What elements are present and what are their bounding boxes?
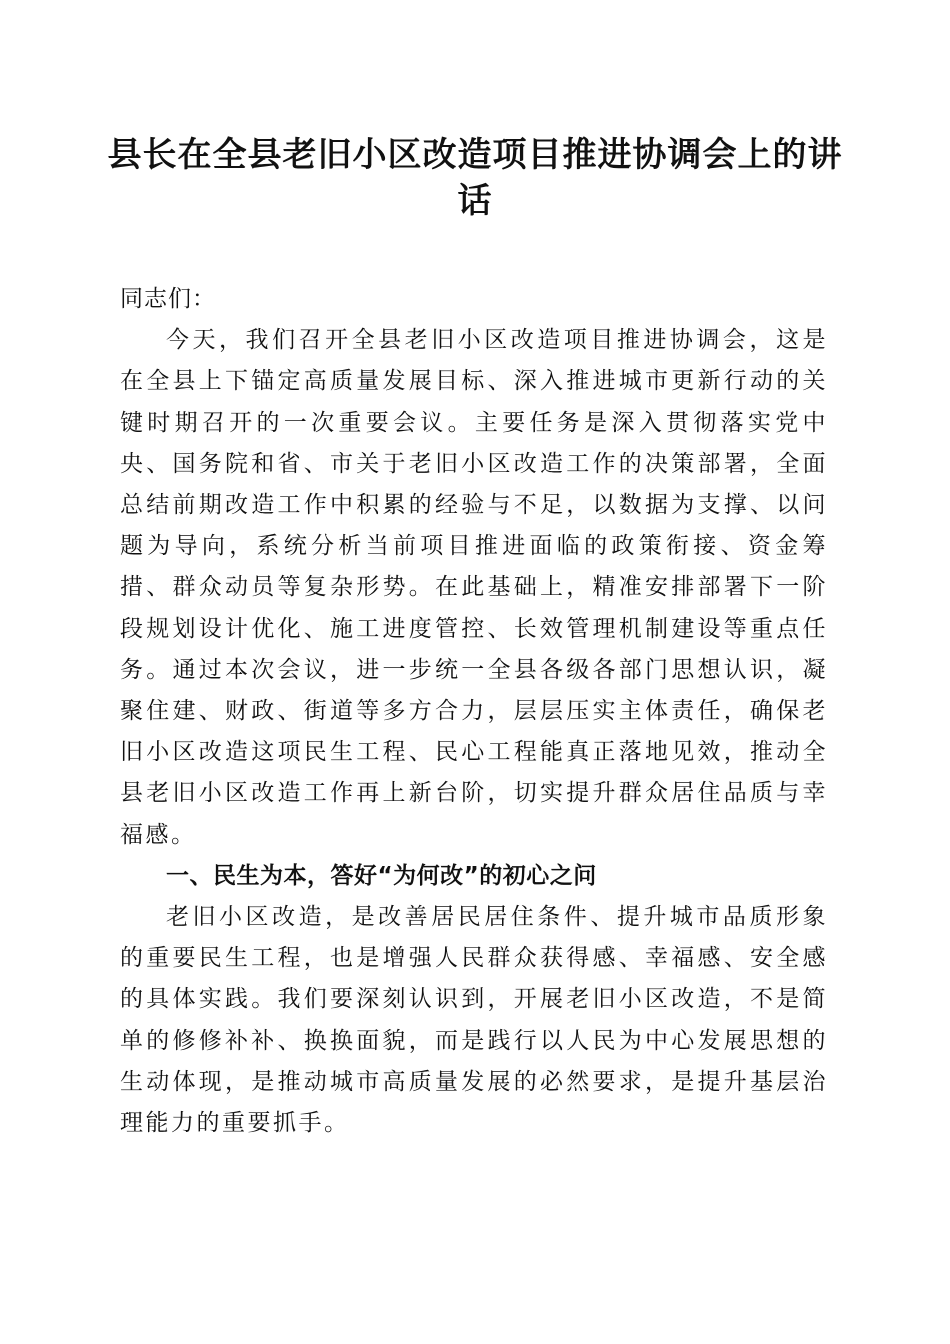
section-1-paragraph: 老旧小区改造，是改善居民居住条件、提升城市品质形象的重要民生工程，也是增强人民群众获得感、幸福感、安全感的具体实践。我们要深刻认识到，开展老旧小区改造，不是简单的修修补补、换换面貌，而是践行以人民为中心发展思想的生动体现，是推动城市高质量发展的必然要求，是提升基层治理能力的重要抓手。 xyxy=(120,904,828,1137)
section-heading-1: 一、民生为本，答好“为何改”的初心之问 xyxy=(166,862,597,889)
document-body xyxy=(120,279,828,1144)
document-title: 县长在全县老旧小区改造项目推进协调会上的讲话 xyxy=(107,135,843,221)
intro-paragraph: 今天，我们召开全县老旧小区改造项目推进协调会，这是在全县上下锚定高质量发展目标、深入推进城市更新行动的关键时期召开的一次重要会议。主要任务是深入贯彻落实党中央、国务院和省、市关于老旧小区改造工作的决策部署，全面总结前期改造工作中积累的经验与不足，以数据为支撑、以问题为导向，系统分析当前项目推进面临的政策衔接、资金筹措、群众动员等复杂形势。在此基础上，精准安排部署下一阶段规划设计优化、施工进度管控、长效管理机制建设等重点任务。通过本次会议，进一步统一全县各级各部门思想认识，凝聚住建、财政、街道等多方合力，层层压实主体责任，确保老旧小区改造这项民生工程、民心工程能真正落地见效，推动全县老旧小区改造工作再上新台阶，切实提升群众居住品质与幸福感。 xyxy=(120,327,828,848)
salutation: 同志们： xyxy=(120,286,216,312)
